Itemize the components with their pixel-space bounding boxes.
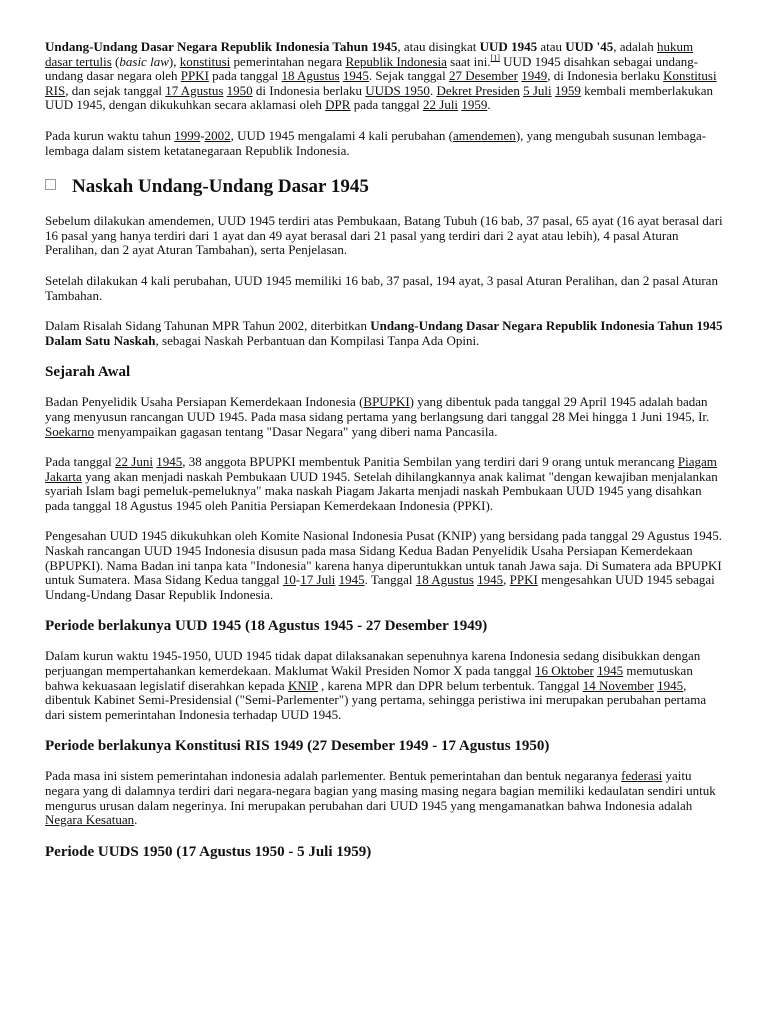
inline-link[interactable]: Piagam Jakarta [45, 454, 717, 484]
inline-link[interactable]: 17 Juli [300, 572, 336, 588]
inline-link[interactable]: 27 Desember [449, 68, 518, 84]
inline-link[interactable]: 18 Agustus [415, 572, 474, 588]
inline-link[interactable]: BPUPKI [363, 394, 410, 410]
inline-link[interactable]: 1999 [174, 127, 201, 143]
inline-link[interactable]: 1959 [554, 82, 581, 98]
bold-text: Undang-Undang Dasar Negara Republik Indonesia Tahun 1945 Dalam Satu Naskah [45, 318, 723, 348]
bold-text: UUD 1945 [479, 39, 538, 54]
inline-link[interactable]: hukum dasar tertulis [45, 39, 694, 69]
inline-link[interactable]: 1945 [657, 677, 684, 693]
inline-link[interactable]: 1950 [226, 82, 253, 98]
inline-link[interactable]: 22 Juli [423, 97, 459, 113]
inline-link[interactable]: 1949 [521, 68, 548, 84]
inline-link[interactable]: 1945 [477, 572, 504, 588]
inline-link[interactable]: Republik Indonesia [345, 53, 447, 69]
inline-link[interactable]: 18 Agustus [281, 68, 340, 84]
inline-link[interactable]: 1945 [597, 663, 624, 679]
inline-link[interactable]: konstitusi [179, 53, 231, 69]
inline-link[interactable]: KNIP [287, 677, 318, 693]
sejarah-paragraph-1: Badan Penyelidik Usaha Persiapan Kemerdekaan Indonesia (BPUPKI) yang dibentuk pada tanggal 29 April 1945 adalah badan yang menyusun rancangan UUD 1945. Pada masa sidang pertama yang berlangsung dari tanggal 28 Mei hingga 1 Juni 1945, Ir. Soekarno menyampaikan gagasan tentang "Dasar Negara" yang diberi nama Pancasila. [45, 394, 710, 439]
inline-link[interactable]: 1945 [156, 454, 183, 470]
inline-link[interactable]: UUDS 1950 [365, 82, 430, 98]
section-heading-periode-1: Periode berlakunya UUD 1945 (18 Agustus 1945 - 27 Desember 1949) [45, 618, 488, 635]
inline-link[interactable]: PPKI [509, 572, 538, 588]
naskah-paragraph-3: Dalam Risalah Sidang Tahunan MPR Tahun 2002, diterbitkan Undang-Undang Dasar Negara Republik Indonesia Tahun 1945 Dalam Satu Naskah, sebagai Naskah Perbantuan dan Kompilasi Tanpa Ada Opini. [45, 318, 723, 348]
sejarah-paragraph-3: Pengesahan UUD 1945 dikukuhkan oleh Komite Nasional Indonesia Pusat (KNIP) yang bersidang pada tanggal 29 Agustus 1945. Naskah rancangan UUD 1945 Indonesia disusun pada masa Sidang Kedua Badan Penyelidik Usaha Persiapan Kemerdekaan (BPUPKI). Nama Badan ini tanpa kata "Indonesia" karena hanya diperuntukkan untuk tanah Jawa saja. Di Sumatera ada BPUPKI untuk Sumatera. Masa Sidang Kedua tanggal 10-17 Juli 1945. Tanggal 18 Agustus 1945, PPKI mengesahkan UUD 1945 sebagai Undang-Undang Dasar Republik Indonesia. [45, 528, 722, 602]
bold-text: Undang-Undang Dasar Negara Republik Indonesia Tahun 1945 [45, 39, 398, 54]
inline-link[interactable]: 16 Oktober [535, 663, 594, 679]
inline-link[interactable]: 1945 [342, 68, 369, 84]
periode1-paragraph-1: Dalam kurun waktu 1945-1950, UUD 1945 tidak dapat dilaksanakan sepenuhnya karena Indonesia sedang disibukkan dengan perjuangan mempertahankan kemerdekaan. Maklumat Wakil Presiden Nomor X pada tanggal 16 Oktober 1945 memutuskan bahwa kekuasaan legislatif diserahkan kepada KNIP , karena MPR dan DPR belum terbentuk. Tanggal 14 November 1945, dibentuk Kabinet Semi-Presidensial ("Semi-Parlementer") yang pertama, sehingga peristiwa ini merupakan perubahan pertama dari sistem pemerintahan Indonesia terhadap UUD 1945. [45, 648, 707, 722]
italic-text: basic law [119, 53, 169, 69]
footnote-link[interactable]: [1] [490, 53, 500, 63]
inline-link[interactable]: DPR [325, 97, 351, 113]
section-heading-sejarah: Sejarah Awal [45, 364, 131, 381]
inline-link[interactable]: 1945 [338, 572, 365, 588]
inline-link[interactable]: 14 November [582, 677, 654, 693]
inline-link[interactable]: 1959 [461, 97, 488, 113]
intro-paragraph-1: Undang-Undang Dasar Negara Republik Indonesia Tahun 1945, atau disingkat UUD 1945 atau UUD '45, adalah hukum dasar tertulis (basic law), konstitusi pemerintahan negara Republik Indonesia saat ini.[1] UUD 1945 disahkan sebagai undang-undang dasar negara oleh PPKI pada tanggal 18 Agustus 1945. Sejak tanggal 27 Desember 1949, di Indonesia berlaku Konstitusi RIS, dan sejak tanggal 17 Agustus 1950 di Indonesia berlaku UUDS 1950. Dekret Presiden 5 Juli 1959 kembali memberlakukan UUD 1945, dengan dikukuhkan secara aklamasi oleh DPR pada tanggal 22 Juli 1959. [45, 39, 717, 113]
section-heading-naskah [45, 176, 723, 198]
inline-link[interactable]: federasi [621, 768, 663, 784]
checkbox-icon [45, 179, 56, 190]
sejarah-paragraph-2: Pada tanggal 22 Juni 1945, 38 anggota BPUPKI membentuk Panitia Sembilan yang terdiri dari 9 orang untuk merancang Piagam Jakarta yang akan menjadi naskah Pembukaan UUD 1945. Setelah dihilangkannya anak kalimat "dengan kewajiban menjalankan syariah Islam bagi pemeluk-pemeluknya" maka naskah Piagam Jakarta menjadi naskah Pembukaan UUD 1945 yang disahkan pada tanggal 18 Agustus 1945 oleh Panitia Persiapan Kemerdekaan Indonesia (PPKI). [45, 454, 718, 513]
inline-link[interactable]: 2002 [204, 127, 231, 143]
naskah-paragraph-2: Setelah dilakukan 4 kali perubahan, UUD 1945 memiliki 16 bab, 37 pasal, 194 ayat, 3 pasal Aturan Peralihan, dan 2 pasal Aturan Tambahan. [45, 272, 718, 303]
naskah-paragraph-1: Sebelum dilakukan amendemen, UUD 1945 terdiri atas Pembukaan, Batang Tubuh (16 bab, 37 pasal, 65 ayat (16 ayat berasal dari 16 pasal yang hanya terdiri dari 1 ayat dan 49 ayat berasal dari 21 pasal yang terdiri dari 2 ayat atau lebih), 4 pasal Aturan Peralihan, dan 2 ayat Aturan Tambahan), serta Penjelasan. [45, 213, 723, 258]
inline-link[interactable]: Konstitusi RIS [45, 68, 717, 98]
heading-text: Naskah Undang-Undang Dasar 1945 [72, 176, 369, 198]
section-heading-periode-3: Periode UUDS 1950 (17 Agustus 1950 - 5 Juli 1959) [45, 843, 372, 860]
section-heading-periode-2: Periode berlakunya Konstitusi RIS 1949 (27 Desember 1949 - 17 Agustus 1950) [45, 738, 550, 755]
intro-paragraph-2: Pada kurun waktu tahun 1999-2002, UUD 1945 mengalami 4 kali perubahan (amendemen), yang mengubah susunan lembaga-lembaga dalam sistem ketatanegaraan Republik Indonesia. [45, 127, 707, 158]
inline-link[interactable]: Soekarno [45, 423, 95, 439]
inline-link[interactable]: 22 Juni [115, 454, 153, 470]
periode2-paragraph-1: Pada masa ini sistem pemerintahan indonesia adalah parlementer. Bentuk pemerintahan dan bentuk negaranya federasi yaitu negara yang di dalamnya terdiri dari negara-negara bagian yang masing masing negara bagian memiliki kedaulatan sendiri untuk mengurus urusan dalam negerinya. Ini merupakan perubahan dari UUD 1945 yang mengamanatkan bahwa Indonesia adalah Negara Kesatuan. [45, 768, 716, 828]
inline-link[interactable]: PPKI [180, 68, 209, 84]
inline-link[interactable]: amendemen [453, 127, 516, 143]
bold-text: UUD '45 [565, 39, 614, 54]
inline-link[interactable]: 17 Agustus [165, 82, 224, 98]
inline-link[interactable]: Negara Kesatuan [45, 812, 135, 828]
inline-link[interactable]: 5 Juli [523, 82, 552, 98]
inline-link[interactable]: Dekret Presiden [436, 82, 520, 98]
inline-link[interactable]: 10 [282, 572, 296, 588]
